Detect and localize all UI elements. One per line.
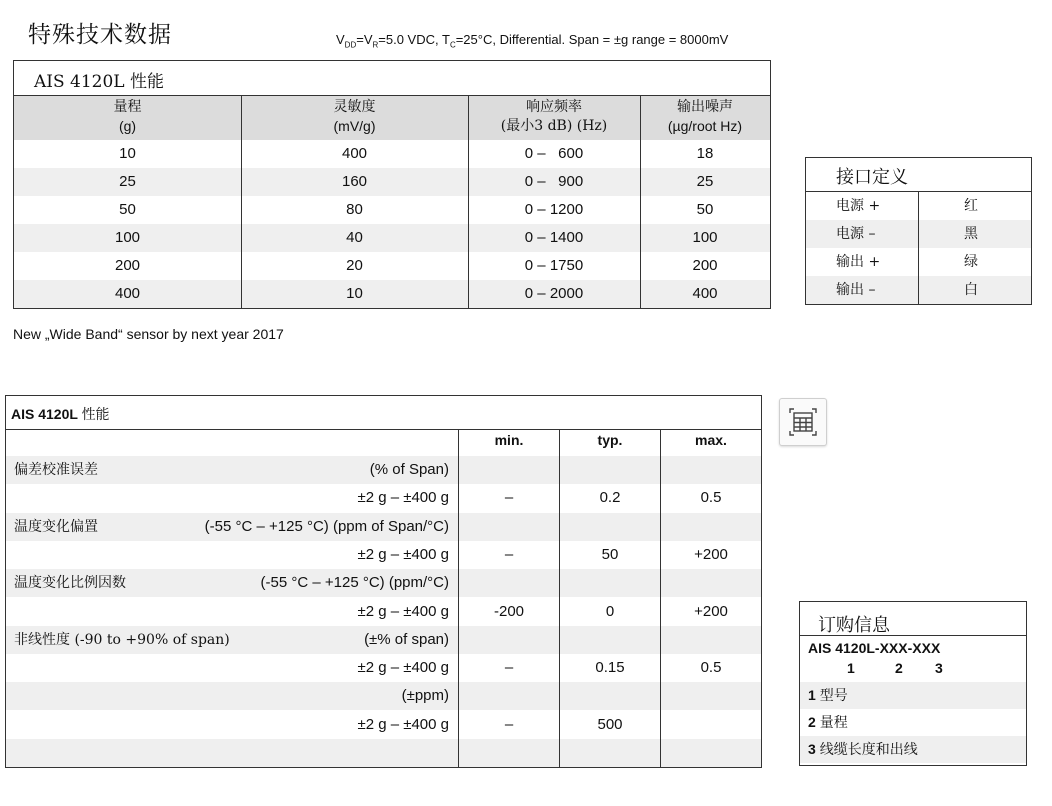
spec-column-divider: [241, 96, 242, 308]
spec-table-cell: 50: [696, 201, 714, 218]
spec-header-line2: (最小3 dB) (Hz): [500, 118, 608, 134]
performance-condition: ±2 g – ±400 g: [357, 659, 449, 677]
interface-wire-color: 红: [964, 198, 978, 214]
model-code-position: 1: [847, 660, 855, 676]
performance-condition: (-55 °C – +125 °C) (ppm of Span/°C): [204, 517, 449, 535]
order-info-row: [800, 736, 1026, 763]
spec-table-cell: 18: [696, 145, 714, 162]
wide-band-note: New „Wide Band“ sensor by next year 2017: [13, 326, 284, 342]
spec-table-cell: 50: [119, 201, 136, 218]
performance-column-divider: [559, 430, 560, 767]
spec-table-cell: 400: [692, 285, 718, 302]
performance-value-min: –: [504, 489, 514, 507]
performance-value-min: -200: [493, 602, 525, 620]
performance-row: [6, 711, 761, 739]
spec-table-cell: 200: [114, 257, 141, 274]
spec-header-line2: (µg/root Hz): [667, 118, 743, 134]
spec-header-cell: [14, 96, 241, 140]
performance-column-divider: [660, 430, 661, 767]
performance-row: [6, 739, 761, 767]
performance-value-typ: 0.15: [595, 659, 625, 677]
performance-value-typ: 0.2: [599, 489, 621, 507]
performance-row: [6, 541, 761, 569]
spec-table: [13, 60, 771, 309]
spec-table-cell: 0 – 1750: [524, 257, 584, 274]
interface-signal: 输出 +: [836, 254, 881, 270]
performance-label: 非线性度 (-90 to +90% of span): [14, 631, 230, 648]
interface-table: [805, 157, 1032, 305]
performance-row: [6, 484, 761, 512]
order-info-text: 型号: [819, 688, 848, 704]
interface-table-title: 接口定义: [806, 158, 1031, 192]
performance-value-min: –: [504, 715, 514, 733]
spec-table-cell: 0 – 600: [524, 145, 584, 162]
performance-value-max: 0.5: [700, 659, 722, 677]
interface-signal: 电源 –: [836, 226, 876, 242]
spec-table-cell: 20: [346, 257, 363, 274]
spec-table-title: AIS 4120L 性能: [14, 61, 770, 96]
spec-table-cell: 0 – 900: [524, 173, 584, 190]
performance-row: [6, 456, 761, 484]
performance-row: [6, 626, 761, 654]
performance-value-typ: 50: [601, 545, 619, 563]
performance-condition: ±2 g – ±400 g: [357, 715, 449, 733]
performance-label: 温度变化偏置: [14, 518, 98, 535]
spec-table-cell: 400: [341, 145, 368, 162]
performance-value-min: –: [504, 659, 514, 677]
order-info-number: 2: [808, 714, 816, 730]
order-info-table: [799, 601, 1027, 766]
performance-row: [6, 654, 761, 682]
spec-header-line1: 输出噪声: [677, 99, 733, 115]
spec-header-cell: [640, 96, 770, 140]
spec-table-cell: 200: [692, 257, 718, 274]
interface-wire-color: 白: [964, 282, 978, 298]
performance-condition: (±ppm): [401, 687, 449, 705]
performance-row: [6, 569, 761, 597]
spec-column-divider: [468, 96, 469, 308]
spec-table-cell: 0 – 1200: [524, 201, 584, 218]
performance-value-typ: 0: [605, 602, 615, 620]
order-info-number: 3: [808, 741, 816, 757]
performance-condition: (±% of span): [364, 630, 449, 648]
model-code-position: 2: [895, 660, 903, 676]
performance-value-max: +200: [694, 602, 728, 620]
performance-value-max: +200: [694, 545, 728, 563]
model-code: AIS 4120L-XXX-XXX: [808, 640, 941, 656]
performance-header: min.: [494, 432, 524, 448]
spec-table-cell: 0 – 2000: [524, 285, 584, 302]
performance-condition: (-55 °C – +125 °C) (ppm/°C): [260, 574, 449, 592]
order-info-text: 线缆长度和出线: [819, 742, 918, 758]
performance-column-divider: [458, 430, 459, 767]
performance-condition: ±2 g – ±400 g: [357, 602, 449, 620]
spec-table-cell: 160: [341, 173, 368, 190]
spec-table-cell: 100: [114, 229, 141, 246]
order-info-row: [800, 709, 1026, 736]
order-info-row: [800, 682, 1026, 709]
performance-table: [5, 395, 762, 768]
spec-table-cell: 10: [119, 145, 136, 162]
interface-signal: 输出 –: [836, 282, 876, 298]
spec-header-line1: 响应频率: [526, 99, 582, 115]
test-conditions: $V_{DD}=V_R=5.0$ VDC, $T_C=25^\circ C$, Differential. Span = ±g range = 8000mV: [336, 32, 729, 50]
interface-wire-color: 黑: [964, 226, 978, 242]
performance-condition: ±2 g – ±400 g: [357, 489, 449, 507]
spec-table-cell: 40: [346, 229, 363, 246]
performance-label: 偏差校准误差: [14, 462, 98, 478]
interface-wire-color: 绿: [964, 254, 978, 270]
performance-value-typ: 500: [597, 715, 623, 733]
spec-table-cell: 100: [692, 229, 718, 246]
spec-table-cell: 400: [114, 285, 141, 302]
performance-value-max: 0.5: [700, 489, 722, 507]
performance-condition: (% of Span): [369, 461, 449, 478]
calculator-icon[interactable]: [779, 398, 827, 446]
spec-table-cell: 80: [346, 201, 363, 218]
spec-header-cell: [241, 96, 468, 140]
order-info-number: 1: [808, 687, 816, 703]
model-code-position: 3: [935, 660, 943, 676]
performance-row: [6, 598, 761, 626]
spec-header-line1: 量程: [113, 99, 142, 115]
spec-table-cell: 25: [119, 173, 136, 190]
performance-row: [6, 682, 761, 710]
spec-column-divider: [640, 96, 641, 308]
performance-value-min: –: [504, 545, 514, 563]
interface-signal: 电源 +: [836, 198, 881, 214]
spec-header-line2: (g): [118, 118, 137, 134]
spec-table-cell: 25: [696, 173, 714, 190]
spec-header-line1: 灵敏度: [333, 99, 376, 115]
performance-condition: ±2 g – ±400 g: [357, 545, 449, 563]
order-info-title: 订购信息: [800, 602, 1026, 636]
performance-row: [6, 513, 761, 541]
performance-table-title: AIS 4120L 性能: [6, 396, 761, 430]
spec-table-cell: 10: [346, 285, 363, 302]
calculator-icon-glyph: [780, 399, 826, 445]
spec-header-cell: [468, 96, 640, 140]
performance-header: max.: [695, 432, 727, 448]
page-title: 特殊技术数据: [28, 22, 172, 48]
interface-column-divider: [918, 192, 919, 304]
performance-header: typ.: [597, 432, 623, 448]
order-info-text: 量程: [819, 715, 848, 731]
performance-label: 温度变化比例因数: [14, 575, 126, 592]
spec-table-cell: 0 – 1400: [524, 229, 584, 246]
spec-header-line2: (mV/g): [333, 118, 376, 134]
